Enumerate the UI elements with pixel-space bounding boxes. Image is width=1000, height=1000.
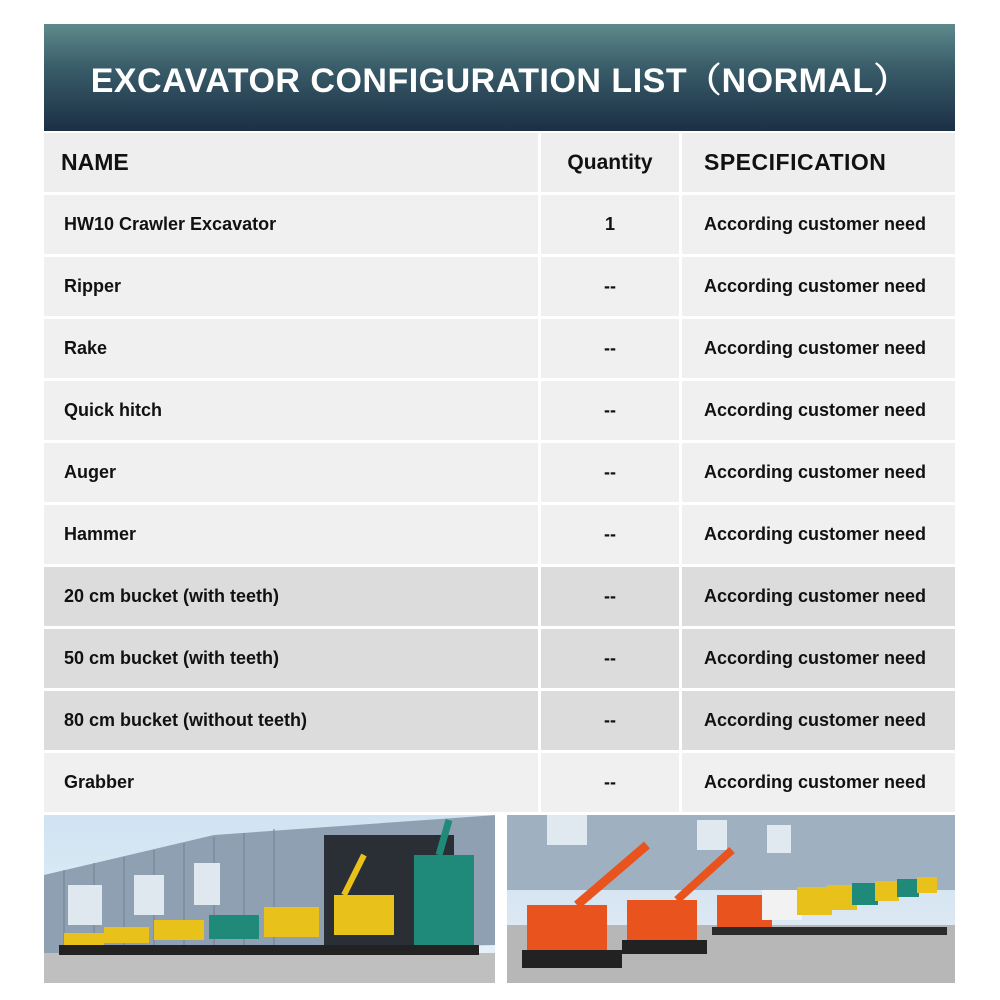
item-name: Hammer: [64, 524, 137, 544]
quantity-cell: [541, 691, 679, 750]
item-spec: According customer need: [704, 462, 927, 482]
specification-column-header: SPECIFICATION: [704, 149, 887, 175]
quantity-column-header: Quantity: [567, 150, 653, 174]
item-quantity: --: [604, 400, 616, 420]
spec-cell: [682, 567, 955, 626]
item-spec: According customer need: [704, 214, 927, 234]
quantity-header-cell: [541, 133, 679, 192]
name-header-cell: [44, 133, 538, 192]
name-cell: [44, 195, 538, 254]
table-header-row: [44, 133, 955, 192]
spec-cell: [682, 505, 955, 564]
spec-cell: [682, 381, 955, 440]
quantity-cell: [541, 505, 679, 564]
name-cell: [44, 691, 538, 750]
table-row: [44, 753, 955, 812]
item-spec: According customer need: [704, 276, 927, 296]
item-quantity: --: [604, 710, 616, 730]
item-quantity: --: [604, 276, 616, 296]
name-cell: [44, 505, 538, 564]
item-name: Auger: [64, 462, 117, 482]
item-quantity: --: [604, 462, 616, 482]
name-cell: [44, 443, 538, 502]
name-cell: [44, 629, 538, 688]
name-cell: [44, 381, 538, 440]
name-cell: [44, 567, 538, 626]
excavator-lineup-photo: [507, 815, 955, 983]
item-quantity: --: [604, 772, 616, 792]
item-spec: According customer need: [704, 400, 927, 420]
item-name: 20 cm bucket (with teeth): [64, 586, 280, 606]
quantity-cell: [541, 257, 679, 316]
table-row: [44, 691, 955, 750]
quantity-cell: [541, 629, 679, 688]
item-name: Grabber: [64, 772, 135, 792]
item-quantity: --: [604, 524, 616, 544]
spec-cell: [682, 443, 955, 502]
spec-cell: [682, 195, 955, 254]
item-quantity: --: [604, 586, 616, 606]
quantity-cell: [541, 381, 679, 440]
item-quantity: --: [604, 338, 616, 358]
quantity-cell: [541, 443, 679, 502]
page-title: EXCAVATOR CONFIGURATION LIST（NORMAL）: [90, 62, 909, 100]
photo-strip: [44, 815, 955, 983]
table-row: [44, 443, 955, 502]
item-name: HW10 Crawler Excavator: [64, 214, 277, 234]
item-name: Ripper: [64, 276, 122, 296]
item-spec: According customer need: [704, 772, 927, 792]
quantity-cell: [541, 195, 679, 254]
item-quantity: --: [604, 648, 616, 668]
item-name: 80 cm bucket (without teeth): [64, 710, 308, 730]
item-spec: According customer need: [704, 710, 927, 730]
name-cell: [44, 257, 538, 316]
item-spec: According customer need: [704, 586, 927, 606]
table-row: [44, 505, 955, 564]
quantity-cell: [541, 753, 679, 812]
specification-header-cell: [682, 133, 955, 192]
item-name: 50 cm bucket (with teeth): [64, 648, 280, 668]
table-row: [44, 567, 955, 626]
item-name: Quick hitch: [64, 400, 163, 420]
table-row: [44, 381, 955, 440]
spec-cell: [682, 691, 955, 750]
quantity-cell: [541, 319, 679, 378]
configuration-table: [44, 133, 955, 815]
table-row: [44, 629, 955, 688]
item-name: Rake: [64, 338, 108, 358]
item-quantity: 1: [604, 214, 615, 234]
page-header: [44, 24, 955, 131]
item-spec: According customer need: [704, 648, 927, 668]
spec-cell: [682, 753, 955, 812]
table-row: [44, 319, 955, 378]
name-cell: [44, 319, 538, 378]
item-spec: According customer need: [704, 338, 927, 358]
table-row: [44, 257, 955, 316]
name-cell: [44, 753, 538, 812]
item-spec: According customer need: [704, 524, 927, 544]
spec-cell: [682, 257, 955, 316]
quantity-cell: [541, 567, 679, 626]
factory-yard-excavators-photo: [44, 815, 495, 983]
spec-cell: [682, 319, 955, 378]
name-column-header: NAME: [61, 149, 129, 175]
table-row: [44, 195, 955, 254]
spec-cell: [682, 629, 955, 688]
